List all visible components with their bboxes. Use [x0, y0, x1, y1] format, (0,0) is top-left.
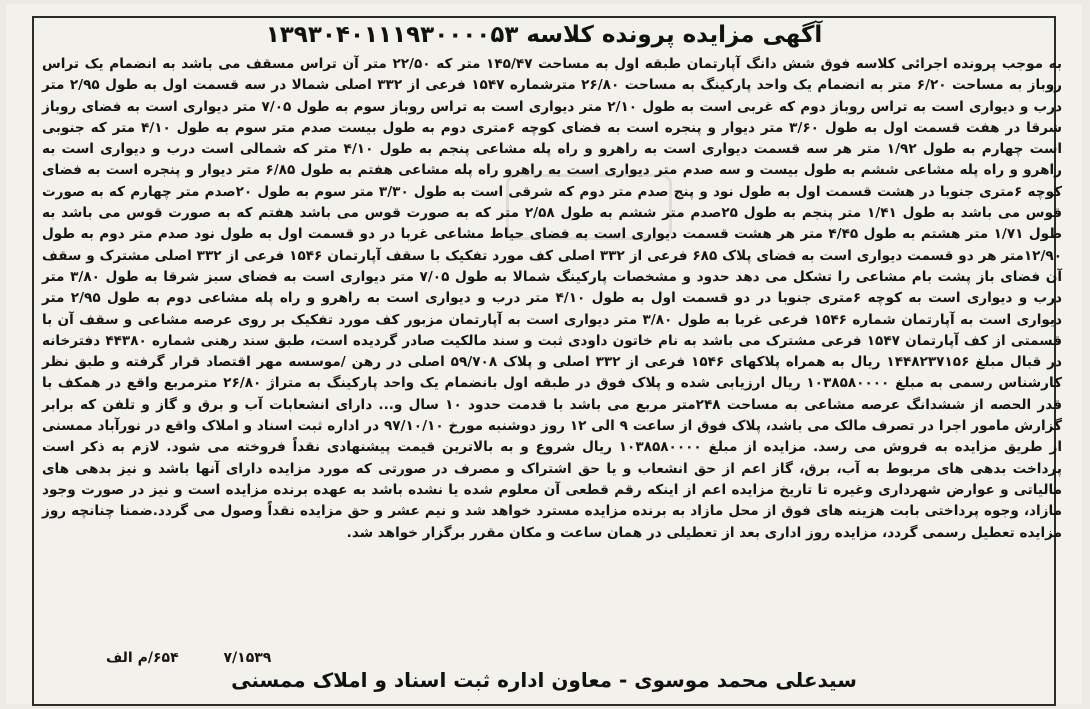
notice-title: آگهی مزایده پرونده کلاسه ۱۳۹۳۰۴۰۱۱۱۹۳۰۰۰۰۵۳	[265, 22, 823, 48]
reference-code: ۶۵۴/م الف	[106, 650, 179, 666]
notice-reference	[66, 650, 271, 666]
reference-number: ۷/۱۵۳۹	[223, 650, 272, 666]
notice-body: به موجب پرونده اجرائی کلاسه فوق شش دانگ آپارتمان طبقه اول به مساحت ۱۴۵/۴۷ متر که ۲۲/۵۰ متر آن تراس مسقف می باشد به انضمام یک تراس روباز به مساحت ۶/۲۰ متر به انضمام یک واحد پارکینگ به مساحت ۲۶/۸۰ مترشماره ۱۵۴۷ فرعی از ۳۳۲ اصلی شمالا در سه قسمت اول به طول ۲/۹۵ متر درب و دیواری است به تراس روباز دوم که غربی است به طول ۲/۱۰ متر دیواری است به تراس روباز سوم به طول ۷/۰۵ متر دیواری است به فضای روباز شرقا در هفت قسمت اول به طول ۳/۶۰ متر دیوار و پنجره است به فضای کوچه ۶متری دوم به طول بیست صدم متر سوم به طول ۴/۱۰ متر که جنوبی است چهارم به طول ۱/۹۲ متر هر سه قسمت دیواری است به راهرو و راه پله مشاعی پنجم به طول ۴/۱۰ متر که شمالی است درب و دیواری است به راهرو و راه پله مشاعی ششم به طول بیست و سه صدم متر دیواری است به راهرو راه پله مشاعی هفتم به طول ۶/۸۵ متر دیوار و پنجره است به فضای کوچه ۶متری جنوبا در هشت قسمت اول به طول نود و پنج صدم متر دوم که شرقی است به طول ۳/۳۰ متر سوم به طول ۲۰صدم متر چهارم که به صورت قوس می باشد به طول ۱/۴۱ متر پنجم به طول ۲۵صدم متر ششم به طول ۲/۵۸ متر که به صورت قوس می باشد هفتم که به صورت قوس می باشد به طول ۱/۷۱ متر هشتم به طول ۴/۴۵ متر هر هشت قسمت دیواری است به فضای حیاط مشاعی غربا در دو قسمت اول به طول نود صدم متر دوم به طول ۱۲/۹۰متر هر دو قسمت دیواری است به فضای پلاک ۶۸۵ فرعی از ۳۳۲ اصلی کف مورد تفکیک با سقف آپارتمان ۱۵۴۶ فرعی از ۳۳۲ اصلی مشترک و سقف آن فضای باز پشت بام مشاعی را تشکل می دهد حدود و مشخصات پارکینگ شمالا به طول ۷/۰۵ متر دیواری است به فضای سبز شرقا به طول ۳/۸۰ متر درب و دیواری است به کوچه ۶متری جنوبا در دو قسمت اول به طول ۴/۱۰ متر درب و دیواری است به راهرو و راه پله مشاعی دوم به طول ۲/۹۵ متر دیواری است به آپارتمان شماره ۱۵۴۶ فرعی غربا به طول ۳/۸۰ متر دیواری است به آپارتمان مزبور کف مورد تفکیک بر روی عرصه مشاعی و سقف آن با قسمتی از کف آپارتمان ۱۵۴۷ فرعی مشترک می باشد به نام خاتون داودی ثبت و سند مالکیت صادر گردیده است، طبق سند رهنی شماره ۴۴۳۸۰ دفترخانه در قبال مبلغ ۱۴۴۸۲۳۷۱۵۶ ریال به همراه پلاکهای ۱۵۴۶ فرعی از ۳۳۲ اصلی و پلاک ۵۹/۷۰۸ اصلی در رهن /موسسه مهر اقتصاد قرار گرفته و طبق نظر کارشناس رسمی به مبلغ ۱۰۳۸۵۸۰۰۰۰ ریال ارزیابی شده و پلاک فوق در طبقه اول بانضمام یک واحد پارکینگ به متراژ ۲۶/۸۰ مترمربع واقع در همکف با قدر الحصه از ششدانگ عرصه مشاعی به مساحت ۲۴۸متر مربع می باشد با قدمت حدود ۱۰ سال و... دارای انشعابات آب و برق و گاز و تلفن که برابر گزارش مامور اجرا در تصرف مالک می باشد، پلاک فوق از ساعت ۹ الی ۱۲ روز دوشنبه مورخ ۹۷/۱۰/۱۰ در اداره ثبت اسناد و املاک واقع در نورآباد ممسنی از طریق مزایده به فروش می رسد. مزایده از مبلغ ۱۰۳۸۵۸۰۰۰۰ ریال شروع و به بالاترین قیمت پیشنهادی نقداً فروخته می شود. لازم به ذکر است پرداخت بدهی های مربوط به آب، برق، گاز اعم از حق انشعاب و یا حق اشتراک و مصرف در صورتی که مورد مزایده دارای آنها باشد و نیز بدهی های مالیاتی و عوارض شهرداری وغیره تا تاریخ مزایده اعم از اینکه رقم قطعی آن معلوم شده یا نشده باشد به عهده برنده مزایده است و نیز در صورت وجود مازاد، وجوه پرداختی بابت هزینه های فوق از محل مازاد به برنده مزایده مسترد خواهد شد و نیم عشر و حق مزایده نقداً وصول می گردد.ضمنا چنانچه روز مزایده تعطیل رسمی گردد، مزایده روز اداری بعد از تعطیلی در همان ساعت و مکان مقرر برگزار خواهد شد.	[42, 56, 1063, 541]
notice-signature: سیدعلی محمد موسوی - معاون اداره ثبت اسناد و املاک ممسنی	[231, 668, 857, 692]
newspaper-clipping	[6, 4, 1082, 704]
